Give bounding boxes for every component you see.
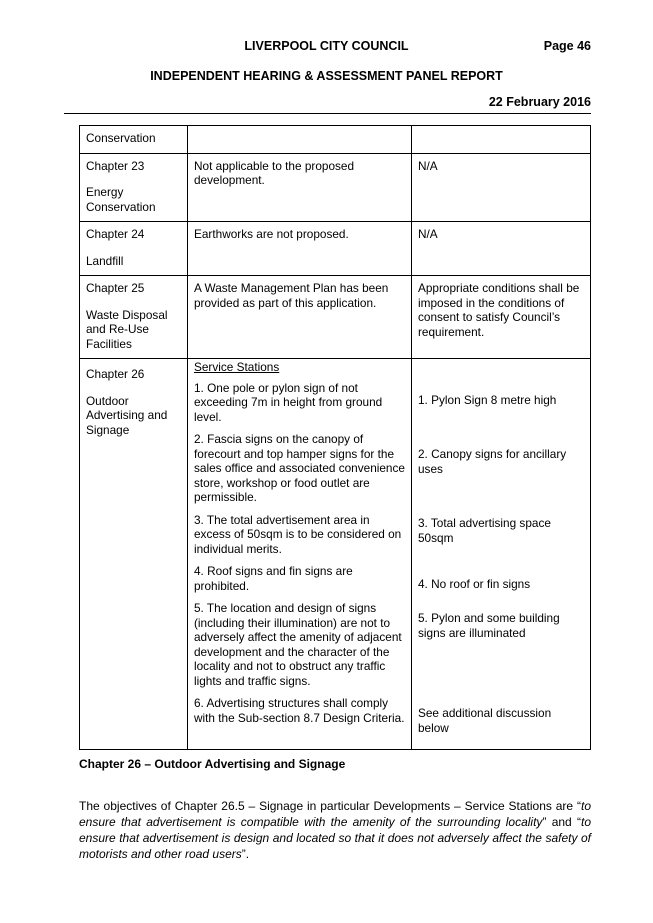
conservation-label-cell xyxy=(80,126,188,154)
empty-cell xyxy=(188,126,412,154)
control-item: 3. The total advertisement area in excess of 50sqm is to be considered on individual merits. xyxy=(194,512,402,556)
compliance-cell xyxy=(412,153,591,222)
chapter-number: Chapter 26 xyxy=(86,367,145,381)
comment-cell xyxy=(188,153,412,222)
compliance-text: N/A xyxy=(418,158,438,173)
response-item: 1. Pylon Sign 8 metre high xyxy=(418,393,557,407)
header-rule xyxy=(64,113,591,114)
response-item: See additional discussion below xyxy=(418,706,552,735)
controls-heading: Service Stations xyxy=(194,360,280,374)
controls-cell xyxy=(188,359,412,750)
comment-text: Not applicable to the proposed development. xyxy=(194,158,355,187)
compliance-text: N/A xyxy=(418,227,438,241)
response-item: 5. Pylon and some building signs are illuminated xyxy=(418,611,560,640)
chapter-title: Energy Conservation xyxy=(86,185,156,214)
chapter-title: Landfill xyxy=(86,253,124,268)
empty-cell xyxy=(412,126,591,154)
page-number: Page 46 xyxy=(543,39,591,53)
chapter-number: Chapter 25 xyxy=(86,281,145,295)
objective-quote-1: to ensure that advertisement is compatible with the amenity of the surrounding locality xyxy=(79,799,591,829)
control-item: 5. The location and design of signs (including their illumination) are not to adversely affect the amenity of adjacent development and the character of the locality and not to obstruct any traffic lights and traffic signs. xyxy=(194,601,402,688)
table-row-chapter-26 xyxy=(80,359,591,750)
report-title: INDEPENDENT HEARING & ASSESSMENT PANEL REPORT xyxy=(150,69,503,83)
section-heading: Chapter 26 – Outdoor Advertising and Signage xyxy=(79,757,346,771)
control-item: 2. Fascia signs on the canopy of forecourt and top hamper signs for the sales office and associated convenience store, workshop or food outlet are permissible. xyxy=(194,432,405,504)
chapter-title: Waste Disposal and Re-Use Facilities xyxy=(86,307,168,351)
compliance-cell xyxy=(412,276,591,359)
conservation-label: Conservation xyxy=(86,131,156,145)
intro-text: The objectives of Chapter 26.5 – Signage in particular Developments – Service Stations are “ xyxy=(79,799,581,813)
comment-text: Earthworks are not proposed. xyxy=(194,227,349,241)
response-item: 4. No roof or fin signs xyxy=(418,577,531,591)
connector-text: ” and “ xyxy=(542,815,581,829)
compliance-cell xyxy=(412,222,591,276)
table-row-conservation xyxy=(80,126,591,154)
comment-cell xyxy=(188,222,412,276)
responses-cell xyxy=(412,359,591,750)
chapter-cell xyxy=(80,222,188,276)
response-item: 2. Canopy signs for ancillary uses xyxy=(418,447,567,476)
comment-text: A Waste Management Plan has been provided as part of this application. xyxy=(194,281,389,310)
compliance-table xyxy=(79,125,591,750)
response-item: 3. Total advertising space 50sqm xyxy=(418,516,551,545)
chapter-title: Outdoor Advertising and Signage xyxy=(86,393,168,437)
chapter-cell xyxy=(80,359,188,750)
report-date: 22 February 2016 xyxy=(488,95,591,109)
chapter-number: Chapter 23 xyxy=(86,158,145,173)
closing-text: ”. xyxy=(241,847,250,861)
compliance-text: Appropriate conditions shall be imposed in the conditions of consent to satisfy Council’s requirement. xyxy=(418,281,580,339)
council-name: LIVERPOOL CITY COUNCIL xyxy=(244,39,409,53)
table-row-chapter-24 xyxy=(80,222,591,276)
control-item: 4. Roof signs and fin signs are prohibited. xyxy=(194,564,353,593)
control-item: 1. One pole or pylon sign of not exceeding 7m in height from ground level. xyxy=(194,380,383,424)
chapter-number: Chapter 24 xyxy=(86,227,145,241)
table-row-chapter-23 xyxy=(80,153,591,222)
comment-cell xyxy=(188,276,412,359)
chapter-cell xyxy=(80,153,188,222)
body-paragraph xyxy=(79,798,591,862)
chapter-cell xyxy=(80,276,188,359)
control-item: 6. Advertising structures shall comply with the Sub-section 8.7 Design Criteria. xyxy=(194,696,405,725)
table-row-chapter-25 xyxy=(80,276,591,359)
objective-quote-2: to ensure that advertisement is design and located so that it does not adversely affect the safety of motorists and other road users xyxy=(79,815,591,861)
